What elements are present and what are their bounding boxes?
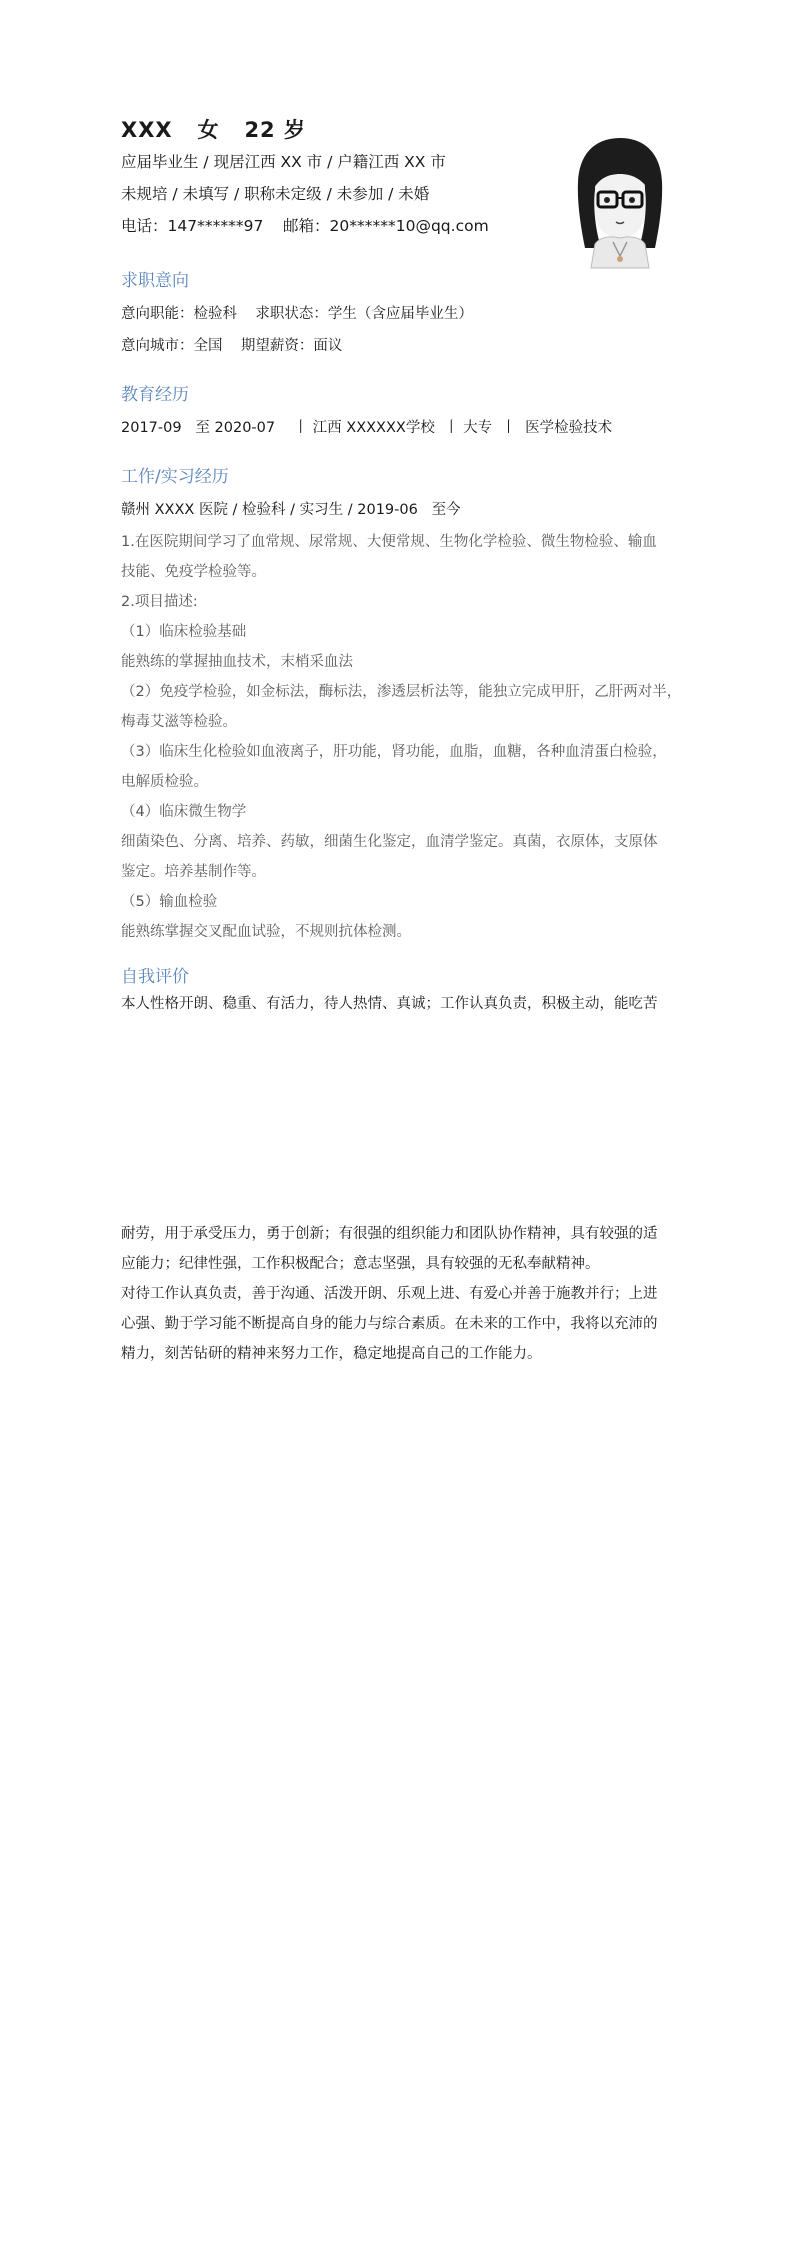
work-line: 细菌染色、分离、培养、药敏，细菌生化鉴定，血清学鉴定。真菌，衣原体，支原体	[121, 834, 658, 850]
work-line: 技能、免疫学检验等。	[121, 564, 266, 580]
job-intent-city-salary: 意向城市：全国 期望薪资：面议	[121, 338, 343, 354]
section-title-work: 工作/实习经历	[121, 467, 229, 487]
name-gender-age: XXX 女 22 岁	[121, 118, 306, 142]
work-line: 鉴定。培养基制作等。	[121, 864, 266, 880]
work-line: （2）免疫学检验，如金标法，酶标法，渗透层析法等，能独立完成甲肝，乙肝两对半，	[121, 684, 682, 700]
self-eval-line: 耐劳，用于承受压力，勇于创新；有很强的组织能力和团队协作精神，具有较强的适	[121, 1226, 658, 1242]
status-location-line: 应届毕业生 / 现居江西 XX 市 / 户籍江西 XX 市	[121, 153, 446, 171]
work-line: 能熟练的掌握抽血技术，末梢采血法	[121, 654, 353, 670]
self-eval-line: 应能力；纪律性强，工作积极配合；意志坚强，具有较强的无私奉献精神。	[121, 1256, 600, 1272]
self-eval-line: 本人性格开朗、稳重、有活力，待人热情、真诚；工作认真负责，积极主动，能吃苦	[121, 996, 658, 1012]
work-line: （1）临床检验基础	[121, 624, 247, 640]
work-line: 2.项目描述:	[121, 594, 198, 610]
qualification-line: 未规培 / 未填写 / 职称未定级 / 未参加 / 未婚	[121, 185, 430, 203]
work-line: （4）临床微生物学	[121, 804, 247, 820]
avatar	[565, 132, 675, 272]
self-eval-line: 对待工作认真负责，善于沟通、活泼开朗、乐观上进、有爱心并善于施教并行；上进	[121, 1286, 658, 1302]
job-intent-line: 意向职能：检验科 求职状态：学生（含应届毕业生）	[121, 306, 473, 322]
self-eval-line: 精力，刻苦钻研的精神来努力工作，稳定地提高自己的工作能力。	[121, 1346, 542, 1362]
self-eval-line: 心强、勤于学习能不断提高自身的能力与综合素质。在未来的工作中，我将以充沛的	[121, 1316, 658, 1332]
work-header: 赣州 XXXX 医院 / 检验科 / 实习生 / 2019-06 至今	[121, 502, 461, 518]
work-line: （5）输血检验	[121, 894, 218, 910]
education-line: 2017-09 至 2020-07 丨 江西 XXXXXX学校 丨 大专 丨 医学检验技术	[121, 420, 613, 436]
work-line: 1.在医院期间学习了血常规、尿常规、大便常规、生物化学检验、微生物检验、输血	[121, 534, 657, 550]
section-title-education: 教育经历	[121, 385, 189, 405]
work-line: （3）临床生化检验如血液离子，肝功能，肾功能，血脂，血糖，各种血清蛋白检验，	[121, 744, 667, 760]
section-title-self-eval: 自我评价	[121, 967, 189, 987]
work-line: 电解质检验。	[121, 774, 208, 790]
section-title-job-intent: 求职意向	[121, 271, 189, 291]
work-line: 梅毒艾滋等检验。	[121, 714, 237, 730]
work-line: 能熟练掌握交叉配血试验，不规则抗体检测。	[121, 924, 411, 940]
contact-line: 电话：147******97 邮箱：20******10@qq.com	[121, 217, 489, 235]
